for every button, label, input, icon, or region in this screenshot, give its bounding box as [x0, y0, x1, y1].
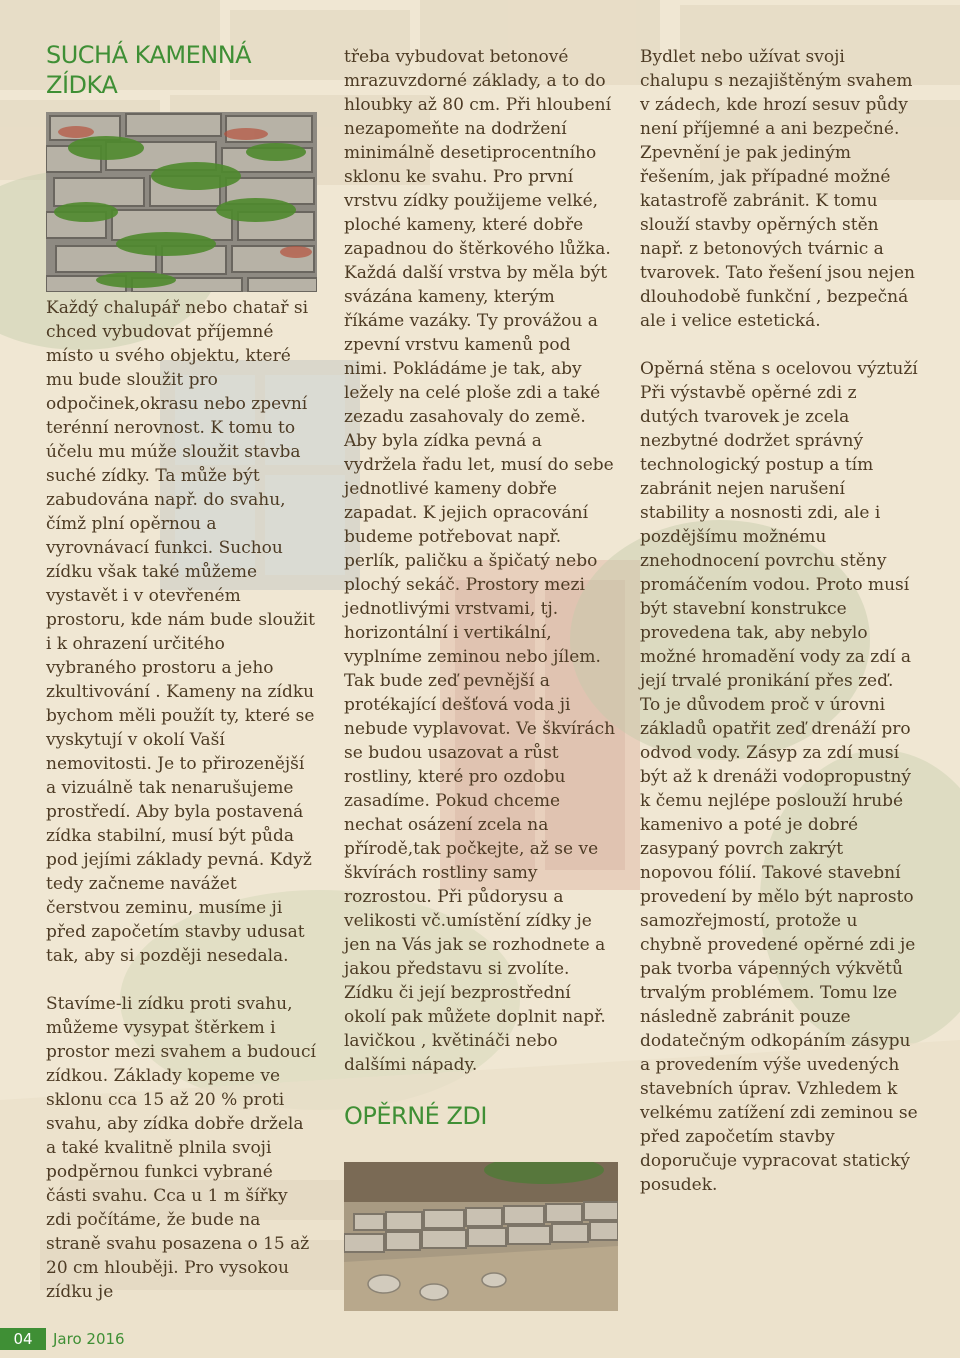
paragraph: Stavíme-li zídku proti svahu, můžeme vysypat štěrkem i prostor mezi svahem a budoucí zídkou. Základy kopeme ve sklonu cca 15 až 20 % proti svahu, aby zídka dobře držela a také kvalitně plnila svoji podpěrnou funkci vybrané části svahu. Cca u 1 m šířky zdi počítáme, že bude na straně svahu posazena o 15 až 20 cm hlouběji. Pro vysokou zídku je: [46, 994, 316, 1302]
page-number: 04: [0, 1328, 46, 1350]
text-column-3: [640, 45, 918, 1221]
retaining-wall-photo: [344, 1162, 618, 1311]
article-title: SUCHÁ KAMENNÁ ZÍDKA: [46, 41, 252, 99]
column-spacer: [46, 38, 316, 296]
paragraph: Opěrná stěna s ocelovou výztuží Při výstavbě opěrné zdi z dutých tvarovek je zcela nezbytné dodržet správný technologický postup a tím zabránit nejen narušení stability a nosnosti zdi, ale i pozdějšímu možnému znehodnocení povrchu stěny promáčením vodou. Proto musí být stavební konstrukce provedena tak, aby nebylo možné hromadění vody za zdí a její trvalé pronikání přes zeď. To je důvodem proč v úrovni základů opatřit zeď drenáží pro odvod vody. Zásyp za zdí musí být až k drenáži vodopropustný k čemu nejlépe poslouží hrubé kamenivo a poté je dobré zasypaný povrch zakrýt nopovou fólií. Takové stavební provedení by mělo být naprosto samozřejmostí, protože u chybně provedené opěrné zdi je pak tvorba vápenných výkvětů trvalým problémem. Tomu lze následně zabránit pouze dodatečným odkopáním zásypu a provedením výše uvedených stavebních úprav. Vzhledem k velkému zatížení zdi zeminou se před započetím stavby doporučuje vypracovat statický posudek.: [640, 359, 918, 1195]
text-column-2: [344, 45, 616, 1131]
paragraph: Bydlet nebo užívat svoji chalupu s nezajištěným svahem v zádech, kde hrozí sesuv půdy není příjemné a ani bezpečné. Zpevnění je pak jediným řešením, jak případné možné katastrofě zabránit. K tomu slouží stavby opěrných stěn např. z betonových tvárnic a tvarovek. Tato řešení jsou nejen dlouhodobě funkční , bezpečná ale i velice estetická.: [640, 47, 915, 331]
paragraph: Každý chalupář nebo chatař si chced vybudovat příjemné místo u svého objektu, které mu bude sloužit pro odpočinek,okrasu nebo zpevní terénní nerovnost. K tomu to účelu mu múže sloužit stavba suché zídky. Ta může být zabudována např. do svahu, čímž plní opěrnou a vyrovnávací funkci. Suchou zídku však také můžeme vystavět i v otevřeném prostoru, kde nám bude sloužit i k ohrazení určitého vybraného prostoru a jeho zkultivování . Kameny na zídku bychom měli použít ty, které se vyskytují v okolí Vaší nemovitosti. Je to přirozenější a vizuálně tak nenarušujeme prostředí. Aby byla postavená zídka stabilní, musí být půda pod jejími základy pevná. Když tedy začneme navážet čerstvou zeminu, musíme ji před započetím stavby udusat tak, aby si později nesedala.: [46, 298, 315, 966]
paragraph: třeba vybudovat betonové mrazuvzdorné základy, a to do hloubky až 80 cm. Při hloubení nezapomeňte na dodržení minimálně desetiprocentního sklonu ke svahu. Pro první vrstvu zídky použijeme velké, ploché kameny, které dobře zapadnou do štěrkového lůžka. Každá další vrstva by měla být svázána kameny, kterým říkáme vazáky. Ty provážou a zpevní vrstvu kamenů pod nimi. Pokládáme je tak, aby ležely na celé ploše zdi a také zezadu zasahovaly do země. Aby byla zídka pevná a vydržela řadu let, musí do sebe jednotlivé kameny dobře zapadat. K jejich opracování budeme potřebovat např. perlík, paličku a špičatý nebo plochý sekáč. Prostory mezi jednotlivými vrstvami, tj. horizontální i vertikální, vyplníme zeminou nebo jílem. Tak bude zeď pevnější a protékající dešťová voda ji nebude vyplavovat. Ve škvírách se budou usazovat a růst rostliny, které pro ozdobu zasadíme. Pokud chceme nechat osázení zcela na přírodě,tak počkejte, až se ve škvírách rostliny samy rozrostou. Při půdorysu a velikosti vč.umístění zídky je jen na Vás jak se rozhodnete a jakou představu si zvolíte. Zídku či její bezprostřední okolí pak můžete doplnit např. lavičkou , květináči nebo dalšími nápady.: [344, 47, 616, 1075]
issue-label: Jaro 2016: [53, 1330, 125, 1348]
text-column-1: [46, 38, 316, 1328]
section-heading: OPĚRNÉ ZDI: [344, 1102, 487, 1130]
